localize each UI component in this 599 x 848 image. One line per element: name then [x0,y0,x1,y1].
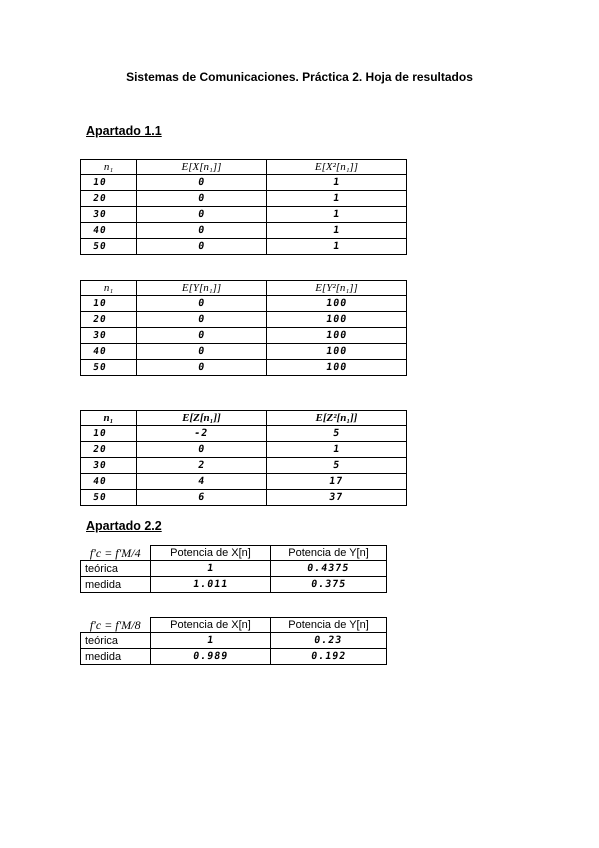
row-label: teórica [81,633,151,649]
row-label: medida [81,577,151,593]
table-cell: 40 [81,223,137,239]
table-cell: 100 [267,360,407,376]
table-cell: 1 [267,191,407,207]
table-row [81,312,407,328]
table-cell: 100 [267,312,407,328]
column-header: E[Z²[n₁]] [267,411,407,426]
column-header: Potencia de X[n] [151,546,271,561]
table-cell: 30 [81,328,137,344]
table-row [81,577,387,593]
column-header: E[X²[n₁]] [267,160,407,175]
table-cell: 2 [137,458,267,474]
column-header: E[Y²[n₁]] [267,281,407,296]
table-cell: 0.375 [271,577,387,593]
table-cell: 50 [81,490,137,506]
page-title: Sistemas de Comunicaciones. Práctica 2. Hoja de resultados [126,70,473,84]
table-cell: 0 [137,223,267,239]
table-cell: 5 [267,426,407,442]
table-cell: 0 [137,296,267,312]
table-row [81,474,407,490]
table-row [81,458,407,474]
table-cell: 100 [267,344,407,360]
table-row [81,561,387,577]
table-cell: 0.4375 [271,561,387,577]
table-cell: 5 [267,458,407,474]
table-cell: 0.192 [271,649,387,665]
condition-label: f′c = f′M/4 [81,546,151,561]
table-row [81,328,407,344]
table-cell: 50 [81,360,137,376]
table-row [81,490,407,506]
table-y-moments [80,280,407,376]
table-header-row [81,281,407,296]
table-row [81,207,407,223]
table-header-row [81,618,387,633]
table-cell: 0.989 [151,649,271,665]
table-row [81,296,407,312]
column-header: n₁ [81,411,137,426]
power-table-fm8 [80,617,387,665]
table-z-moments [80,410,407,506]
table-x-moments [80,159,407,255]
table-header-row [81,546,387,561]
table-cell: 1 [267,207,407,223]
table-cell: 1 [267,442,407,458]
table-cell: 0 [137,191,267,207]
table-row [81,175,407,191]
table-cell: 20 [81,312,137,328]
row-label: teórica [81,561,151,577]
table-header-row [81,160,407,175]
condition-label: f′c = f′M/8 [81,618,151,633]
table-cell: 50 [81,239,137,255]
table-cell: -2 [137,426,267,442]
table-cell: 1 [267,239,407,255]
table-row [81,649,387,665]
table-cell: 0 [137,442,267,458]
row-label: medida [81,649,151,665]
table-cell: 0 [137,207,267,223]
table-cell: 1 [151,561,271,577]
table-header-row [81,411,407,426]
table-row [81,442,407,458]
table-cell: 0.23 [271,633,387,649]
table-row [81,360,407,376]
table-cell: 1 [151,633,271,649]
table-row [81,633,387,649]
table-row [81,191,407,207]
table-cell: 10 [81,426,137,442]
table-cell: 10 [81,175,137,191]
section-heading-1-1: Apartado 1.1 [86,124,162,138]
table-row [81,223,407,239]
table-row [81,239,407,255]
section-heading-2-2: Apartado 2.2 [86,519,162,533]
table-cell: 17 [267,474,407,490]
table-cell: 1.011 [151,577,271,593]
column-header: n₁ [81,160,137,175]
column-header: E[Y[n₁]] [137,281,267,296]
table-cell: 0 [137,239,267,255]
table-cell: 1 [267,223,407,239]
table-cell: 20 [81,442,137,458]
table-cell: 6 [137,490,267,506]
column-header: E[X[n₁]] [137,160,267,175]
table-cell: 0 [137,175,267,191]
table-cell: 4 [137,474,267,490]
table-row [81,426,407,442]
column-header: Potencia de Y[n] [271,618,387,633]
table-cell: 100 [267,328,407,344]
table-row [81,344,407,360]
table-cell: 0 [137,312,267,328]
table-cell: 0 [137,344,267,360]
column-header: n₁ [81,281,137,296]
table-cell: 40 [81,344,137,360]
table-cell: 37 [267,490,407,506]
table-cell: 20 [81,191,137,207]
power-table-fm4 [80,545,387,593]
table-cell: 30 [81,207,137,223]
table-cell: 30 [81,458,137,474]
table-cell: 100 [267,296,407,312]
column-header: Potencia de X[n] [151,618,271,633]
table-cell: 0 [137,360,267,376]
column-header: E[Z[n₁]] [137,411,267,426]
table-cell: 40 [81,474,137,490]
table-cell: 1 [267,175,407,191]
table-cell: 10 [81,296,137,312]
column-header: Potencia de Y[n] [271,546,387,561]
table-cell: 0 [137,328,267,344]
